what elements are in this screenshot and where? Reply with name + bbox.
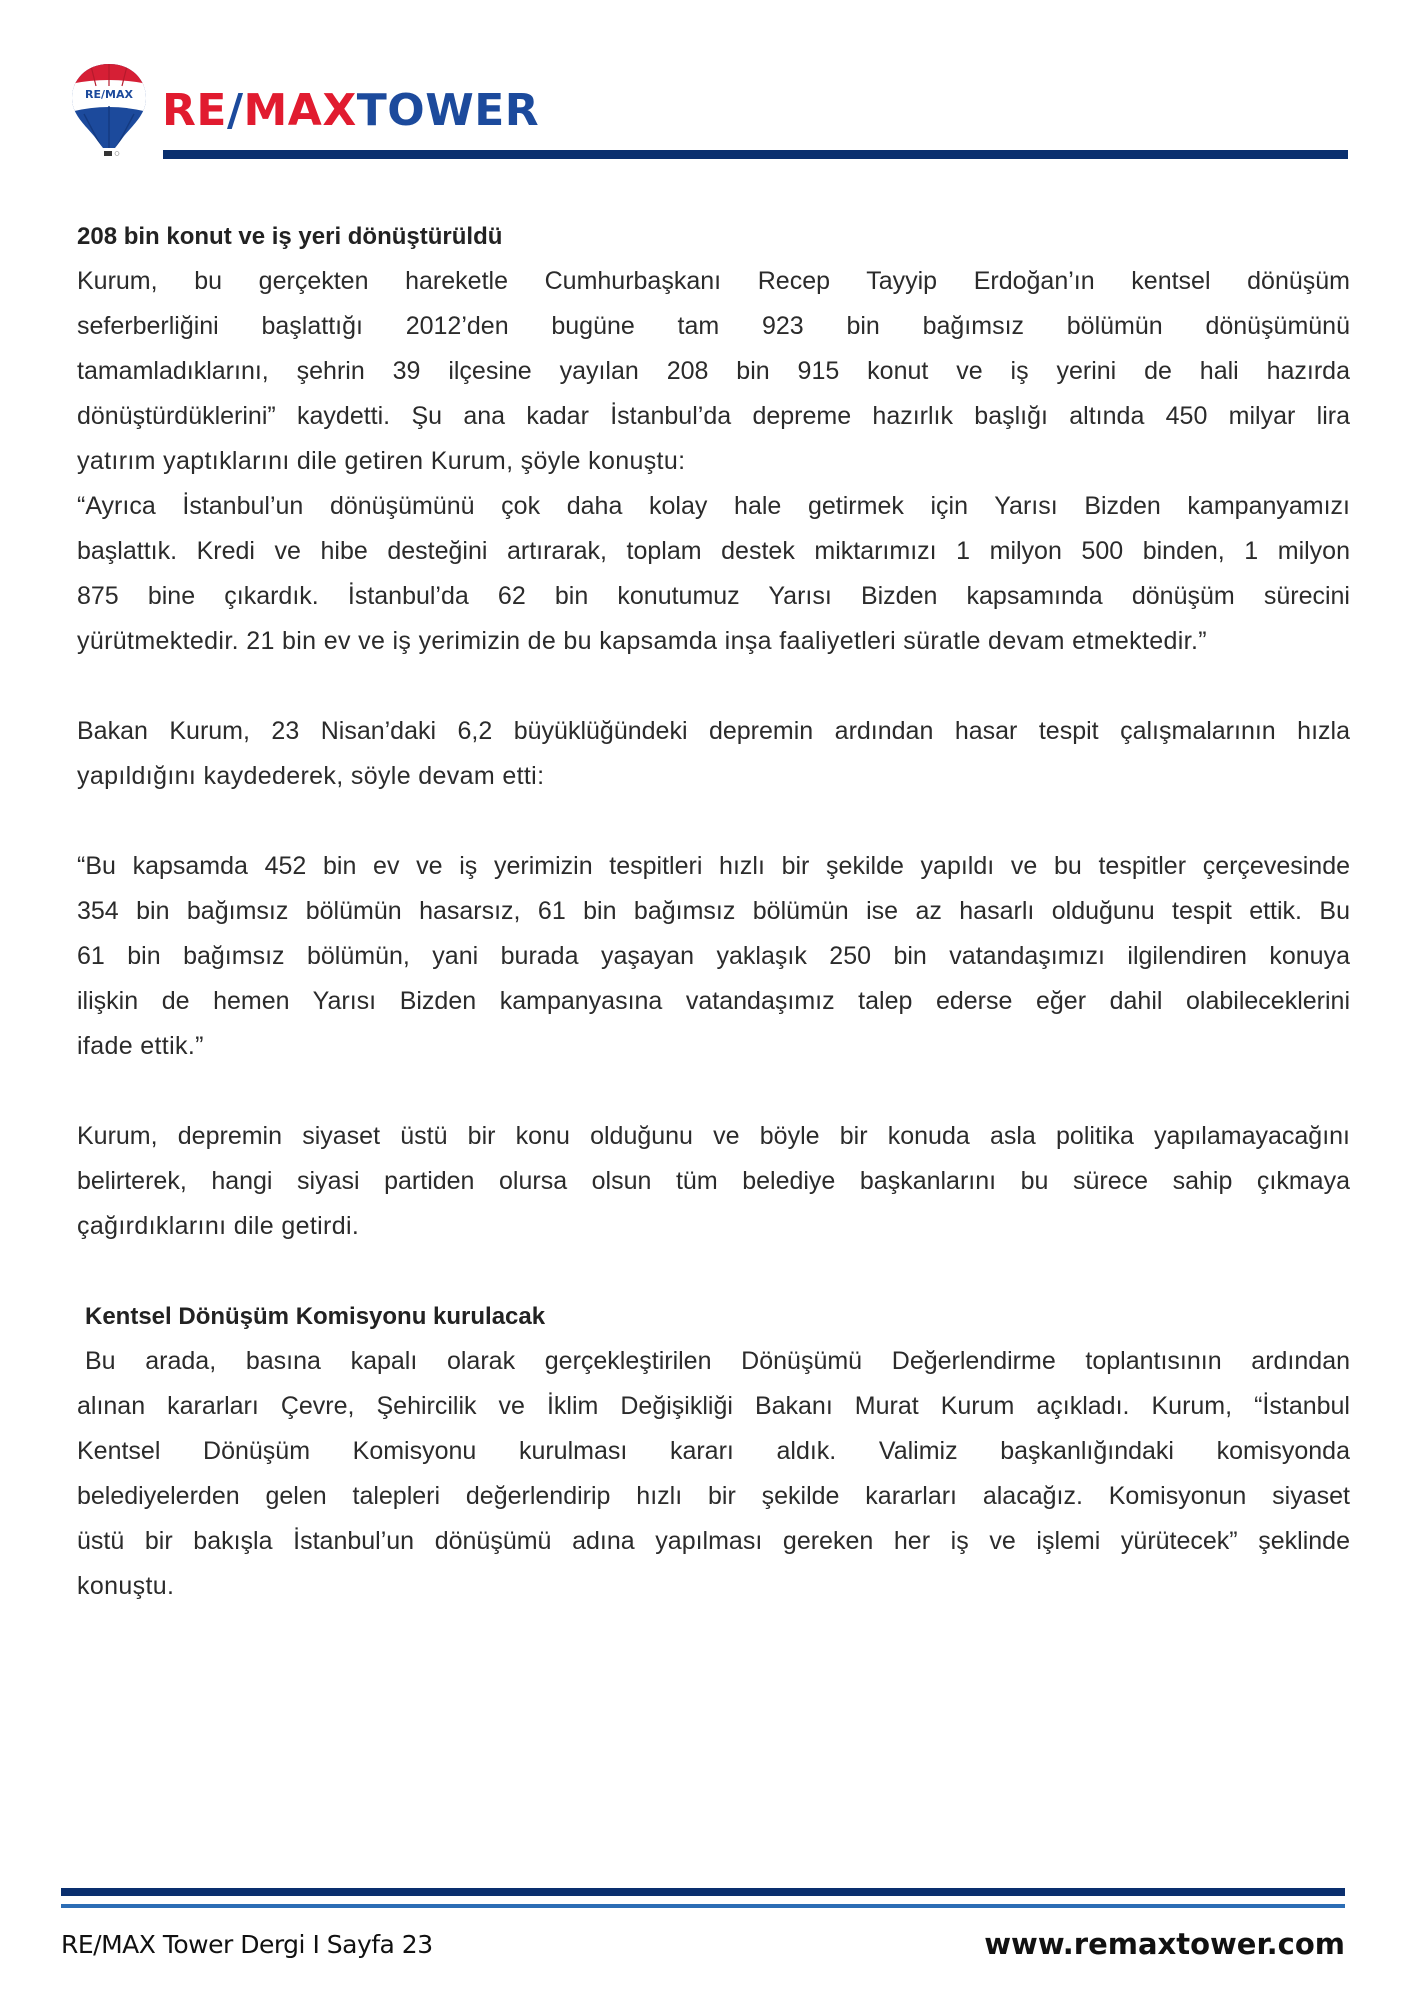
svg-text:RE/MAX: RE/MAX: [85, 88, 133, 101]
paragraph-spacer: [77, 1069, 1350, 1114]
brand-max: MAX: [243, 85, 357, 136]
section-heading: Kentsel Dönüşüm Komisyonu kurulacak: [85, 1303, 546, 1330]
article-line: 61 bin bağımsız bölümün, yani burada yaşayan yaklaşık 250 bin vatandaşımızı ilgilendiren konuya: [77, 942, 1350, 970]
article-line: alınan kararları Çevre, Şehircilik ve İklim Değişikliği Bakanı Murat Kurum açıkladı. Kurum, “İstanbul: [77, 1392, 1350, 1420]
article-line: Kentsel Dönüşüm Komisyonu kurulması kararı aldık. Valimiz başkanlığındaki komisyonda: [77, 1437, 1350, 1465]
article-line: Kurum, bu gerçekten hareketle Cumhurbaşkanı Recep Tayyip Erdoğan’ın kentsel dönüşüm: [77, 267, 1350, 295]
article-line: “Bu kapsamda 452 bin ev ve iş yerimizin tespitleri hızlı bir şekilde yapıldı ve bu tespitler çerçevesinde: [77, 852, 1350, 880]
article-line: Bu arada, basına kapalı olarak gerçekleştirilen Dönüşümü Değerlendirme toplantısının ardından: [85, 1347, 1350, 1375]
section-heading: 208 bin konut ve iş yeri dönüştürüldü: [77, 223, 503, 250]
footer-publication-label: RE/MAX Tower Dergi I Sayfa 23: [61, 1930, 433, 1959]
article-line: belediyelerden gelen talepleri değerlendirip hızlı bir şekilde kararları alacağız. Komisyonun siyaset: [77, 1482, 1350, 1510]
paragraph-spacer: [77, 1249, 1350, 1294]
balloon-icon: [70, 62, 148, 162]
footer-website-link[interactable]: www.remaxtower.com: [984, 1927, 1345, 1961]
brand-re: RE: [162, 85, 227, 136]
brand-tower: TOWER: [356, 85, 540, 136]
article-line: yatırım yaptıklarını dile getiren Kurum, şöyle konuştu:: [77, 447, 686, 475]
article-line: Bakan Kurum, 23 Nisan’daki 6,2 büyüklüğündeki depremin ardından hasar tespit çalışmalarının hızla: [77, 717, 1350, 745]
footer-divider-thick: [61, 1888, 1345, 1896]
article-line: 875 bine çıkardık. İstanbul’da 62 bin konutumuz Yarısı Bizden kapsamında dönüşüm sürecini: [77, 582, 1350, 610]
article-line: “Ayrıca İstanbul’un dönüşümünü çok daha kolay hale getirmek için Yarısı Bizden kampanyamızı: [77, 492, 1350, 520]
article-line: konuştu.: [77, 1572, 175, 1600]
article-line: Kurum, depremin siyaset üstü bir konu olduğunu ve böyle bir konuda asla politika yapılamayacağını: [77, 1122, 1350, 1150]
article-line: ifade ettik.”: [77, 1032, 204, 1060]
brand-wordmark: [162, 86, 539, 136]
article-line: tamamladıklarını, şehrin 39 ilçesine yayılan 208 bin 915 konut ve iş yerini de hali hazırda: [77, 357, 1350, 385]
article-line: üstü bir bakışla İstanbul’un dönüşümü adına yapılması gereken her iş ve işlemi yürütecek” şeklinde: [77, 1527, 1350, 1555]
paragraph-spacer: [77, 664, 1350, 709]
article-line: yürütmektedir. 21 bin ev ve iş yerimizin de bu kapsamda inşa faaliyetleri süratle devam etmektedir.”: [77, 627, 1207, 655]
article-line: başlattık. Kredi ve hibe desteğini artırarak, toplam destek miktarımızı 1 milyon 500 binden, 1 milyon: [77, 537, 1350, 565]
article-line: belirterek, hangi siyasi partiden olursa olsun tüm belediye başkanlarını bu sürece sahip çıkmaya: [77, 1167, 1350, 1195]
article-line: seferberliğini başlattığı 2012’den bugüne tam 923 bin bağımsız bölümün dönüşümünü: [77, 312, 1350, 340]
article-line: ilişkin de hemen Yarısı Bizden kampanyasına vatandaşımız talep ederse eğer dahil olabileceklerini: [77, 987, 1350, 1015]
article-line: yapıldığını kaydederek, söyle devam etti:: [77, 762, 545, 790]
header-divider: [163, 150, 1348, 159]
article-line: 354 bin bağımsız bölümün hasarsız, 61 bin bağımsız bölümün ise az hasarlı olduğunu tespit ettik. Bu: [77, 897, 1350, 925]
article-line: çağırdıklarını dile getirdi.: [77, 1212, 360, 1240]
article-body: [77, 214, 1350, 1609]
footer-divider-thin: [61, 1904, 1345, 1908]
brand-slash: /: [226, 85, 244, 136]
paragraph-spacer: [77, 799, 1350, 844]
remax-balloon-logo: [70, 62, 148, 162]
article-line: dönüştürdüklerini” kaydetti. Şu ana kadar İstanbul’da depreme hazırlık başlığı altında 450 milyar lira: [77, 402, 1350, 430]
